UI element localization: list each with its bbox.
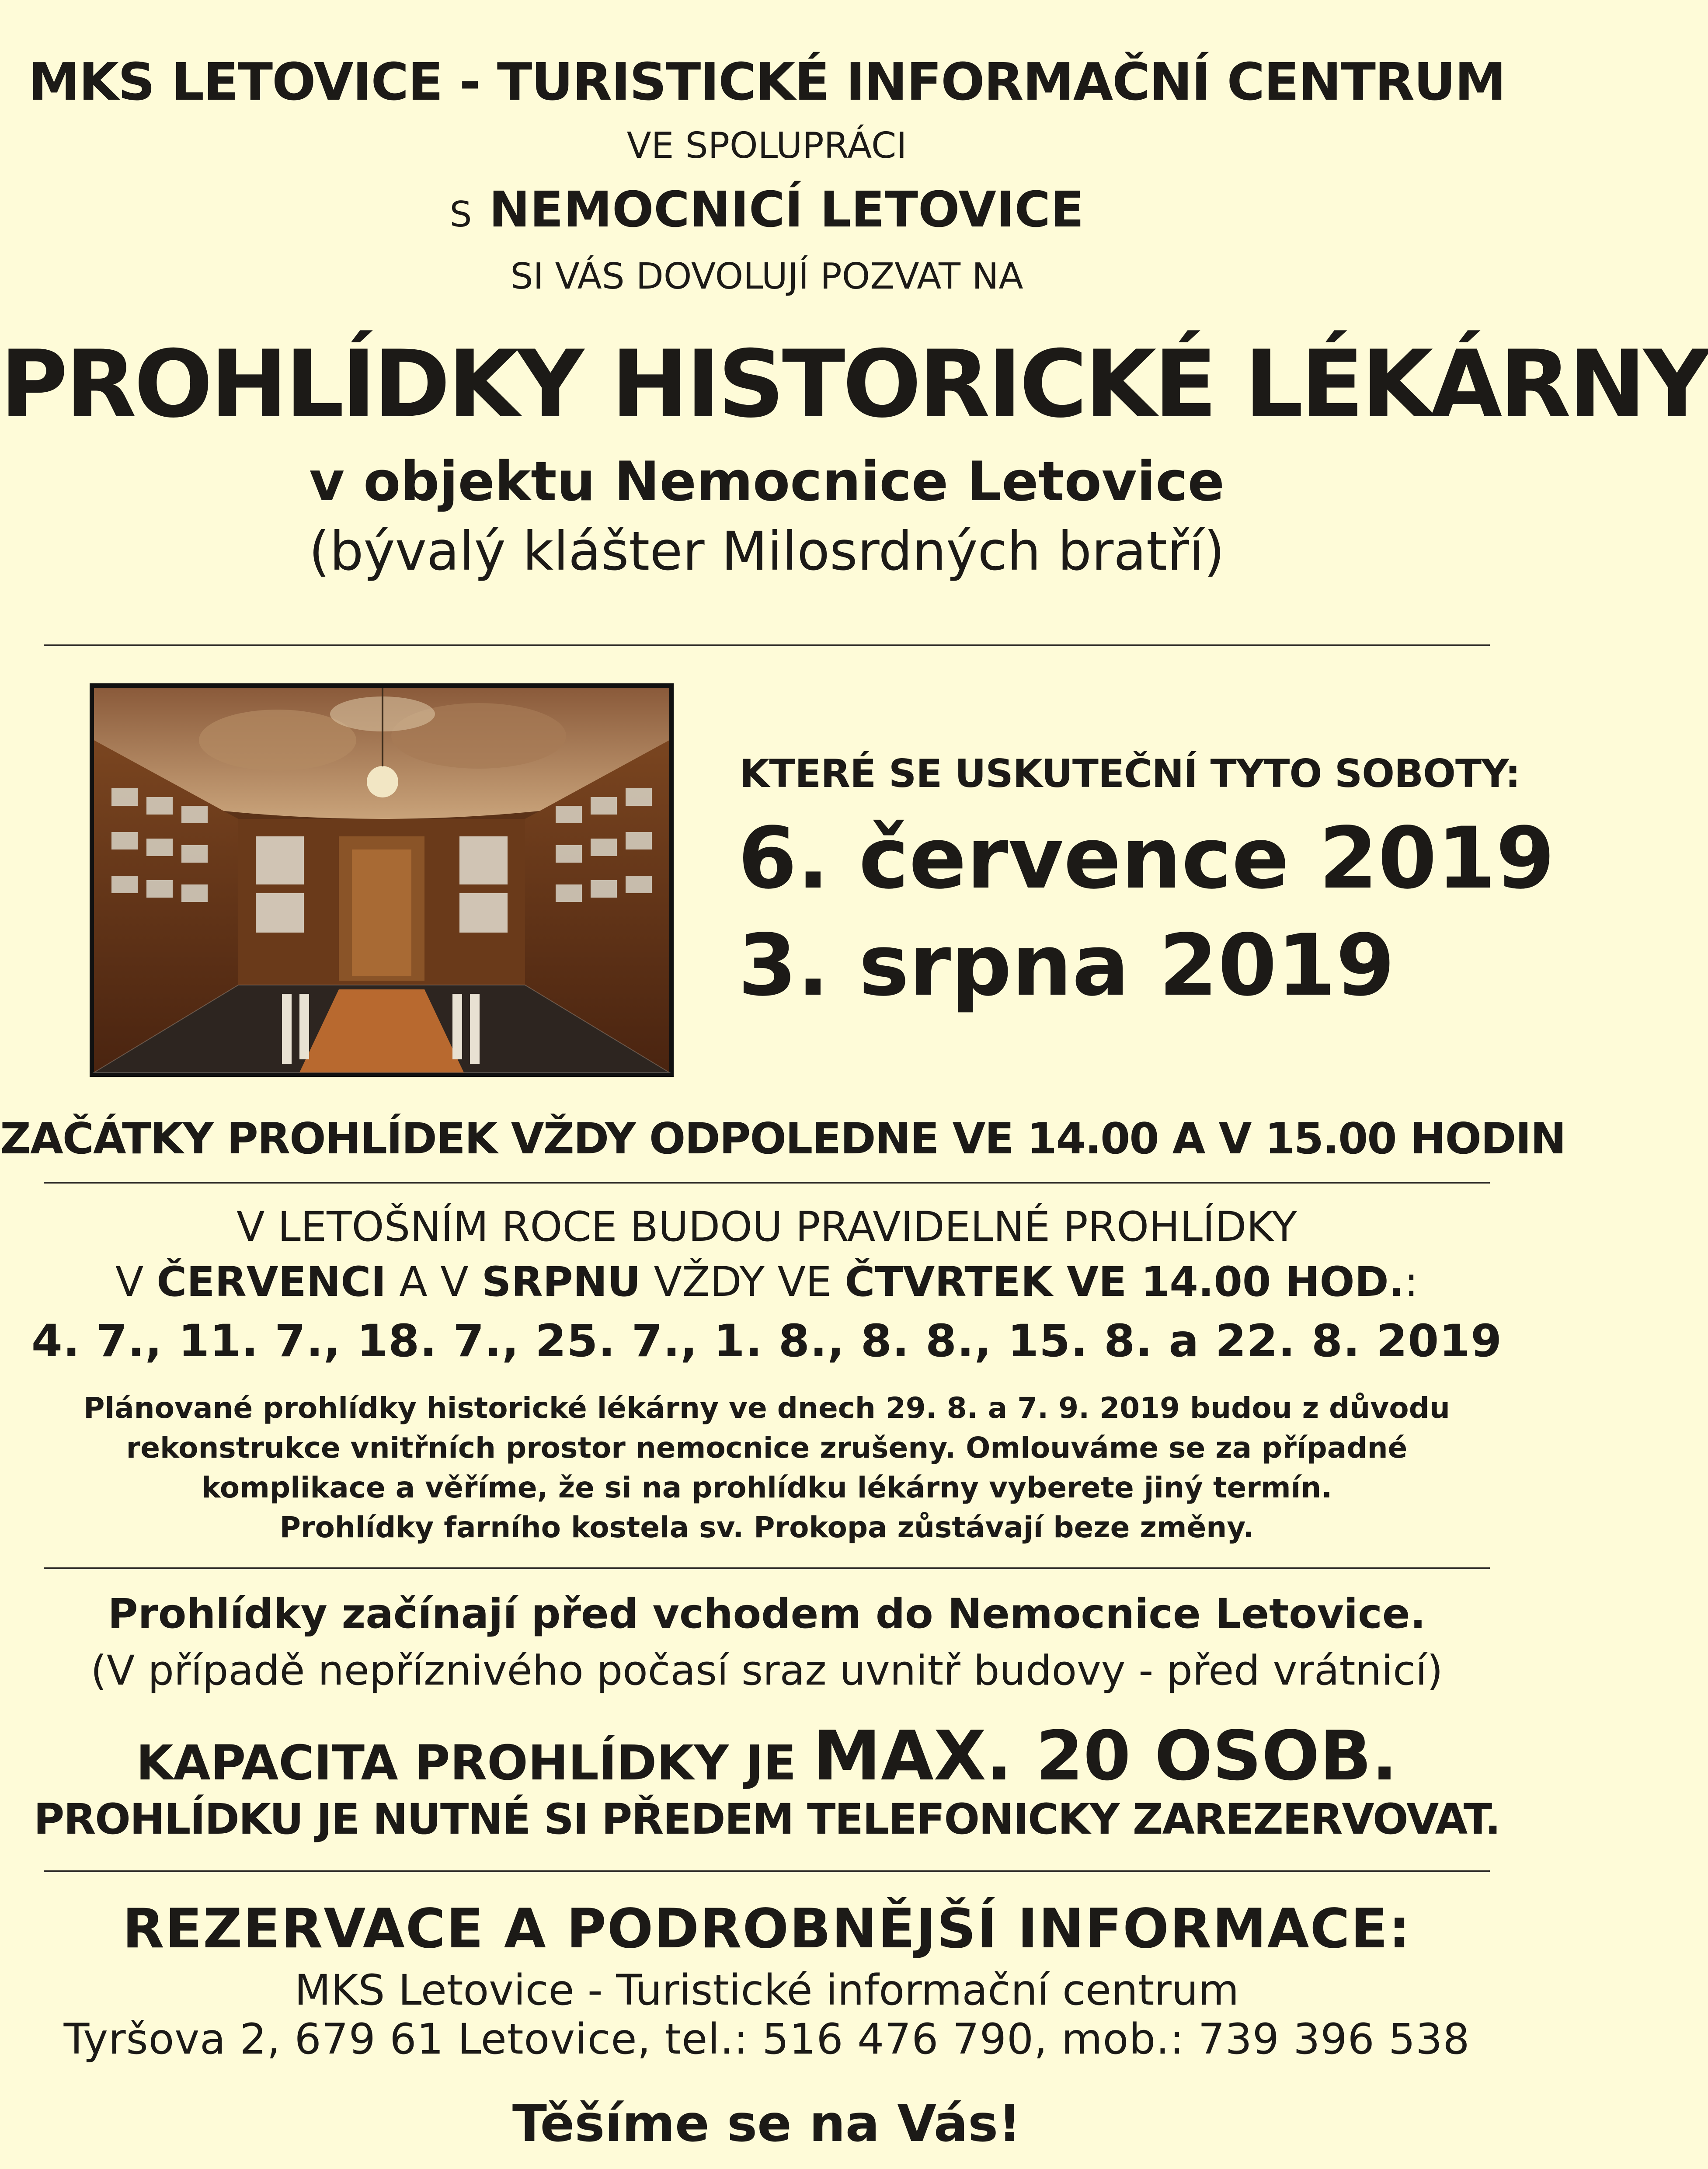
regular-tour-dates: 4. 7., 11. 7., 18. 7., 25. 7., 1. 8., 8. 8., 15. 8. a 22. 8. 2019 [31, 1315, 1503, 1367]
saturdays-label: KTERÉ SE USKUTEČNÍ TYTO SOBOTY: [740, 751, 1520, 796]
capacity-value: MAX. 20 OSOB. [813, 1716, 1398, 1796]
thursday-time: ČTVRTEK VE 14.00 HOD. [845, 1258, 1405, 1306]
meeting-point: Prohlídky začínají před vchodem do Nemocnice Letovice. [108, 1590, 1426, 1638]
tour-date-2: 3. srpna 2019 [738, 916, 1395, 1015]
notice-line: komplikace a věříme, že si na prohlídku lékárny vyberete jiný termín. [201, 1471, 1332, 1504]
divider [44, 1870, 1490, 1872]
hospital-line [0, 181, 1534, 238]
closing-line: Těšíme se na Vás! [512, 2094, 1022, 2153]
pharmacy-photo [90, 683, 674, 1077]
weather-note: (V případě nepříznivého počasí sraz uvnitř budovy - před vrátnicí) [90, 1647, 1443, 1695]
tour-date-1: 6. července 2019 [738, 809, 1555, 908]
text-fragment: A V [399, 1258, 469, 1306]
notice-line: Prohlídky farního kostela sv. Prokopa zůstávají beze změny. [279, 1511, 1254, 1544]
info-title: REZERVACE A PODROBNĚJŠÍ INFORMACE: [122, 1897, 1411, 1960]
capacity-line [0, 1716, 1534, 1796]
hospital-prefix: S [449, 194, 472, 235]
info-address: Tyršova 2, 679 61 Letovice, tel.: 516 476 790, mob.: 739 396 538 [63, 2015, 1470, 2064]
cooperation-line: VE SPOLUPRÁCI [626, 125, 907, 167]
month-august: SRPNU [481, 1258, 641, 1306]
divider [44, 644, 1490, 646]
organizer-title: MKS LETOVICE - TURISTICKÉ INFORMAČNÍ CENTRUM [28, 52, 1506, 112]
notice-line: rekonstrukce vnitřních prostor nemocnice zrušeny. Omlouváme se za případné [126, 1431, 1408, 1465]
text-fragment: : [1404, 1258, 1418, 1306]
text-fragment: VŽDY VE [654, 1258, 832, 1306]
divider [44, 1182, 1490, 1184]
regular-tours-schedule [0, 1258, 1534, 1306]
divider [44, 1567, 1490, 1569]
text-fragment: V [115, 1258, 144, 1306]
info-organization: MKS Letovice - Turistické informační centrum [294, 1966, 1239, 2015]
capacity-prefix: KAPACITA PROHLÍDKY JE [136, 1735, 797, 1791]
start-times: ZAČÁTKY PROHLÍDEK VŽDY ODPOLEDNE VE 14.00 A V 15.00 HODIN [0, 1114, 1565, 1164]
reservation-required: PROHLÍDKU JE NUTNÉ SI PŘEDEM TELEFONICKY ZAREZERVOVAT. [33, 1795, 1500, 1844]
location-line: v objektu Nemocnice Letovice [309, 450, 1224, 513]
former-monastery-line: (bývalý klášter Milosrdných bratří) [309, 520, 1225, 582]
regular-tours-line: V LETOŠNÍM ROCE BUDOU PRAVIDELNÉ PROHLÍDKY [237, 1203, 1297, 1251]
hospital-name: NEMOCNICÍ LETOVICE [489, 181, 1084, 238]
notice-line: Plánované prohlídky historické lékárny ve dnech 29. 8. a 7. 9. 2019 budou z důvodu [83, 1391, 1450, 1425]
invite-line: SI VÁS DOVOLUJÍ POZVAT NA [510, 256, 1023, 297]
main-title: PROHLÍDKY HISTORICKÉ LÉKÁRNY [0, 330, 1708, 438]
pharmacy-interior-illustration [94, 688, 669, 1072]
month-july: ČERVENCI [157, 1258, 386, 1306]
